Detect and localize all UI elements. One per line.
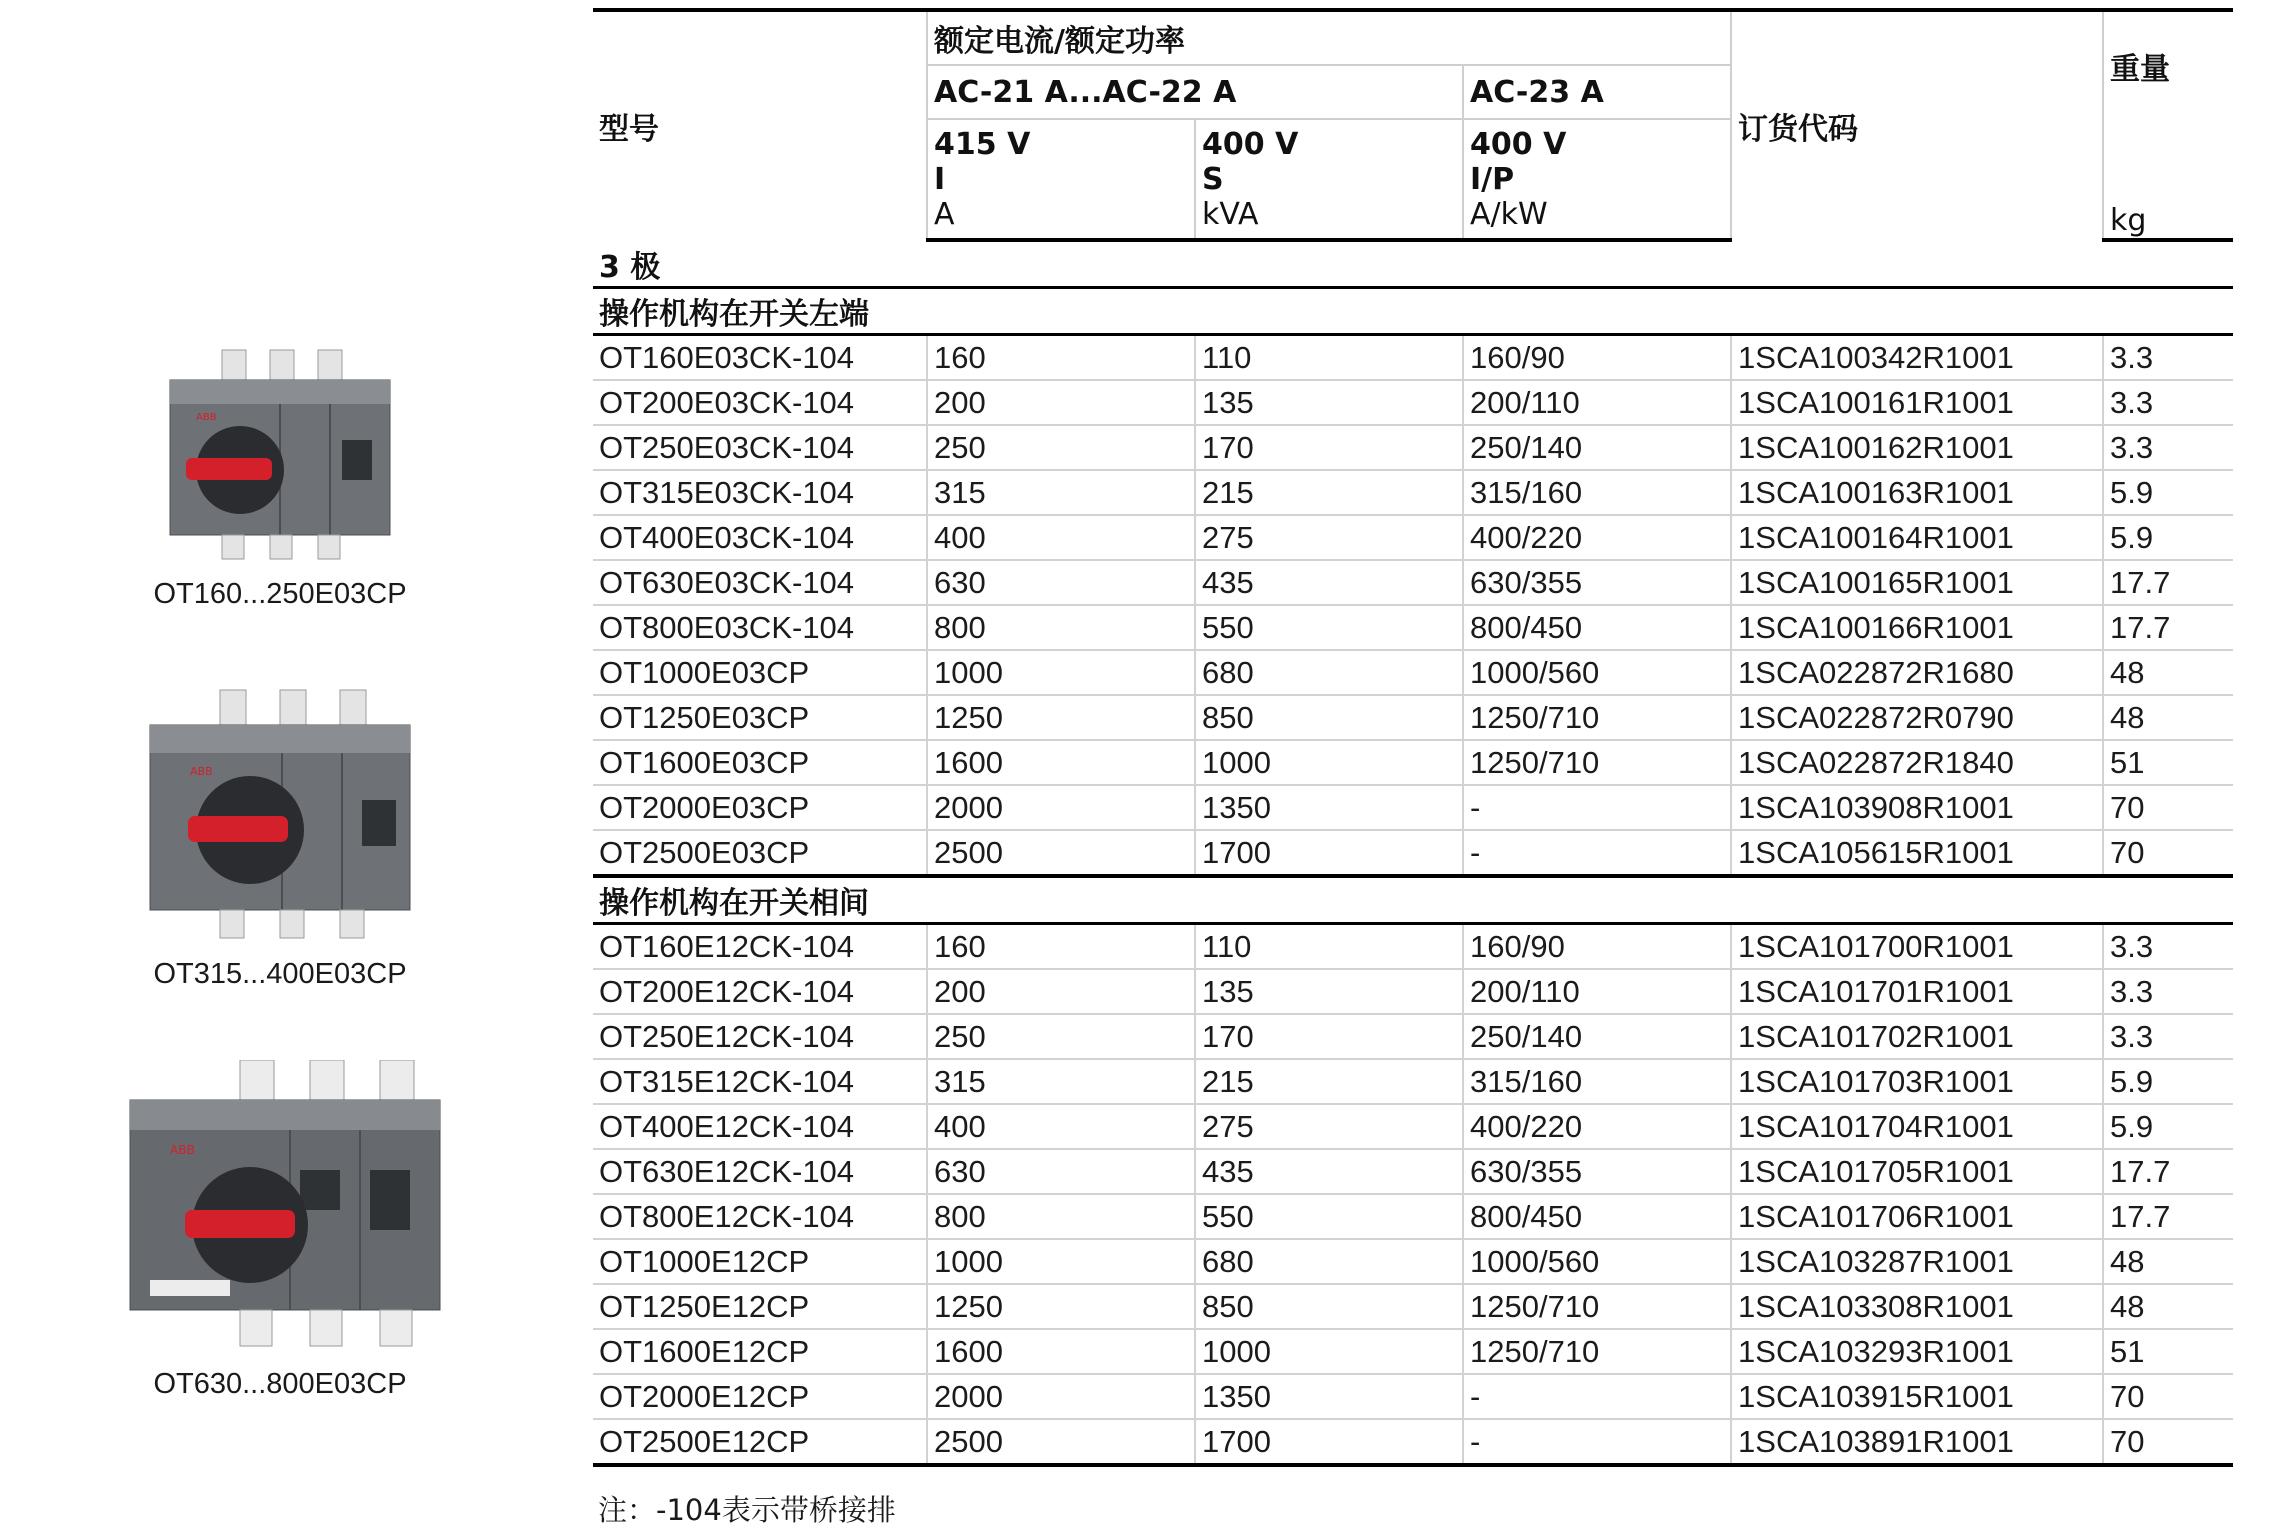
product-figure-small bbox=[60, 330, 500, 611]
header-col-ip-voltage: 400 V bbox=[1470, 126, 1567, 162]
power-cell: 215 bbox=[1195, 1059, 1463, 1104]
power-cell: 1700 bbox=[1195, 1419, 1463, 1465]
weight-cell: 5.9 bbox=[2103, 515, 2233, 560]
power-cell: 170 bbox=[1195, 1014, 1463, 1059]
model-cell: OT1250E03CP bbox=[593, 695, 927, 740]
header-col-power-unit: kVA bbox=[1202, 196, 1259, 232]
power-cell: 680 bbox=[1195, 650, 1463, 695]
model-cell: OT2500E03CP bbox=[593, 830, 927, 876]
table-row bbox=[593, 335, 2233, 381]
header-order-code bbox=[1731, 10, 2103, 240]
current-cell: 1600 bbox=[927, 1329, 1195, 1374]
order-code-cell: 1SCA101704R1001 bbox=[1731, 1104, 2103, 1149]
model-cell: OT400E12CK-104 bbox=[593, 1104, 927, 1149]
ip-cell: 200/110 bbox=[1463, 380, 1731, 425]
header-rated: 额定电流/额定功率 bbox=[927, 10, 1731, 65]
header-col-ip-symbol: I/P bbox=[1470, 161, 1515, 197]
ip-cell: 630/355 bbox=[1463, 1149, 1731, 1194]
power-cell: 850 bbox=[1195, 695, 1463, 740]
model-cell: OT250E03CK-104 bbox=[593, 425, 927, 470]
ip-cell: 1000/560 bbox=[1463, 650, 1731, 695]
ip-cell: - bbox=[1463, 1419, 1731, 1465]
ip-cell: 800/450 bbox=[1463, 605, 1731, 650]
order-code-cell: 1SCA103915R1001 bbox=[1731, 1374, 2103, 1419]
weight-cell: 17.7 bbox=[2103, 560, 2233, 605]
model-cell: OT1600E12CP bbox=[593, 1329, 927, 1374]
header-col-current-voltage: 415 V bbox=[934, 126, 1031, 162]
order-code-cell: 1SCA100164R1001 bbox=[1731, 515, 2103, 560]
header-ac21: AC-21 A...AC-22 A bbox=[927, 65, 1463, 119]
power-cell: 135 bbox=[1195, 380, 1463, 425]
current-cell: 2500 bbox=[927, 1419, 1195, 1465]
product-figure-large bbox=[60, 1060, 500, 1401]
table-body bbox=[593, 240, 2233, 1465]
weight-cell: 3.3 bbox=[2103, 425, 2233, 470]
model-cell: OT1250E12CP bbox=[593, 1284, 927, 1329]
ip-cell: 1250/710 bbox=[1463, 1329, 1731, 1374]
table-row bbox=[593, 740, 2233, 785]
ip-cell: 1250/710 bbox=[1463, 695, 1731, 740]
switch-disconnector-large-icon bbox=[90, 1060, 470, 1360]
model-cell: OT315E12CK-104 bbox=[593, 1059, 927, 1104]
model-cell: OT630E12CK-104 bbox=[593, 1149, 927, 1194]
power-cell: 1350 bbox=[1195, 1374, 1463, 1419]
table-row bbox=[593, 785, 2233, 830]
table-row bbox=[593, 470, 2233, 515]
table-row bbox=[593, 560, 2233, 605]
ip-cell: 200/110 bbox=[1463, 969, 1731, 1014]
model-cell: OT160E12CK-104 bbox=[593, 924, 927, 970]
ip-cell: - bbox=[1463, 830, 1731, 876]
model-cell: OT160E03CK-104 bbox=[593, 335, 927, 381]
order-code-cell: 1SCA100166R1001 bbox=[1731, 605, 2103, 650]
ip-cell: 250/140 bbox=[1463, 1014, 1731, 1059]
power-cell: 135 bbox=[1195, 969, 1463, 1014]
header-weight: 重量 bbox=[2103, 10, 2233, 119]
table-row bbox=[593, 1149, 2233, 1194]
power-cell: 1700 bbox=[1195, 830, 1463, 876]
weight-cell: 70 bbox=[2103, 1419, 2233, 1465]
current-cell: 1250 bbox=[927, 1284, 1195, 1329]
table-row bbox=[593, 1239, 2233, 1284]
table-row bbox=[593, 1014, 2233, 1059]
header-weight-unit: kg bbox=[2103, 119, 2233, 240]
order-code-cell: 1SCA100162R1001 bbox=[1731, 425, 2103, 470]
ip-cell: 250/140 bbox=[1463, 425, 1731, 470]
group-title: 操作机构在开关左端 bbox=[593, 288, 2233, 335]
power-cell: 435 bbox=[1195, 560, 1463, 605]
weight-cell: 5.9 bbox=[2103, 470, 2233, 515]
weight-cell: 5.9 bbox=[2103, 1104, 2233, 1149]
order-code-cell: 1SCA101705R1001 bbox=[1731, 1149, 2103, 1194]
ip-cell: 800/450 bbox=[1463, 1194, 1731, 1239]
header-ac23: AC-23 A bbox=[1463, 65, 1731, 119]
current-cell: 200 bbox=[927, 380, 1195, 425]
table-row bbox=[593, 695, 2233, 740]
order-code-cell: 1SCA101700R1001 bbox=[1731, 924, 2103, 970]
ip-cell: 1000/560 bbox=[1463, 1239, 1731, 1284]
power-cell: 170 bbox=[1195, 425, 1463, 470]
weight-cell: 70 bbox=[2103, 785, 2233, 830]
model-cell: OT2000E12CP bbox=[593, 1374, 927, 1419]
power-cell: 275 bbox=[1195, 1104, 1463, 1149]
group-title: 操作机构在开关相间 bbox=[593, 876, 2233, 924]
table-row bbox=[593, 515, 2233, 560]
table-row bbox=[593, 1104, 2233, 1149]
order-code-cell: 1SCA103908R1001 bbox=[1731, 785, 2103, 830]
power-cell: 1000 bbox=[1195, 1329, 1463, 1374]
current-cell: 630 bbox=[927, 1149, 1195, 1194]
weight-cell: 3.3 bbox=[2103, 380, 2233, 425]
power-cell: 680 bbox=[1195, 1239, 1463, 1284]
header-col-ip bbox=[1463, 119, 1731, 240]
model-cell: OT2000E03CP bbox=[593, 785, 927, 830]
current-cell: 400 bbox=[927, 1104, 1195, 1149]
power-cell: 110 bbox=[1195, 335, 1463, 381]
switch-disconnector-medium-icon bbox=[110, 680, 450, 950]
model-cell: OT200E12CK-104 bbox=[593, 969, 927, 1014]
footnote: 注：-104表示带桥接排 bbox=[598, 1493, 896, 1527]
ip-cell: 400/220 bbox=[1463, 515, 1731, 560]
weight-cell: 5.9 bbox=[2103, 1059, 2233, 1104]
table-row bbox=[593, 969, 2233, 1014]
current-cell: 200 bbox=[927, 969, 1195, 1014]
power-cell: 1350 bbox=[1195, 785, 1463, 830]
spec-table bbox=[593, 8, 2233, 1467]
weight-cell: 17.7 bbox=[2103, 1149, 2233, 1194]
current-cell: 250 bbox=[927, 1014, 1195, 1059]
order-code-cell: 1SCA101703R1001 bbox=[1731, 1059, 2103, 1104]
table-row bbox=[593, 830, 2233, 876]
current-cell: 315 bbox=[927, 1059, 1195, 1104]
order-code-cell: 1SCA100165R1001 bbox=[1731, 560, 2103, 605]
header-col-ip-unit: A/kW bbox=[1470, 196, 1548, 232]
current-cell: 2000 bbox=[927, 1374, 1195, 1419]
current-cell: 800 bbox=[927, 605, 1195, 650]
order-code-cell: 1SCA105615R1001 bbox=[1731, 830, 2103, 876]
weight-cell: 70 bbox=[2103, 830, 2233, 876]
ip-cell: 1250/710 bbox=[1463, 1284, 1731, 1329]
weight-cell: 3.3 bbox=[2103, 335, 2233, 381]
table-row bbox=[593, 1419, 2233, 1465]
current-cell: 800 bbox=[927, 1194, 1195, 1239]
weight-cell: 48 bbox=[2103, 1284, 2233, 1329]
model-cell: OT1600E03CP bbox=[593, 740, 927, 785]
order-code-cell: 1SCA022872R1680 bbox=[1731, 650, 2103, 695]
table-row bbox=[593, 380, 2233, 425]
power-cell: 435 bbox=[1195, 1149, 1463, 1194]
order-code-cell: 1SCA103293R1001 bbox=[1731, 1329, 2103, 1374]
ip-cell: - bbox=[1463, 785, 1731, 830]
product-figure-medium bbox=[60, 680, 500, 991]
current-cell: 400 bbox=[927, 515, 1195, 560]
weight-cell: 17.7 bbox=[2103, 1194, 2233, 1239]
product-caption: OT160...250E03CP bbox=[153, 578, 407, 610]
abb-logo: ABB bbox=[170, 1143, 195, 1157]
model-cell: OT800E03CK-104 bbox=[593, 605, 927, 650]
current-cell: 630 bbox=[927, 560, 1195, 605]
power-cell: 850 bbox=[1195, 1284, 1463, 1329]
power-cell: 550 bbox=[1195, 1194, 1463, 1239]
weight-cell: 70 bbox=[2103, 1374, 2233, 1419]
model-cell: OT315E03CK-104 bbox=[593, 470, 927, 515]
model-cell: OT1000E03CP bbox=[593, 650, 927, 695]
current-cell: 160 bbox=[927, 335, 1195, 381]
power-cell: 215 bbox=[1195, 470, 1463, 515]
weight-cell: 48 bbox=[2103, 650, 2233, 695]
model-cell: OT800E12CK-104 bbox=[593, 1194, 927, 1239]
ip-cell: 630/355 bbox=[1463, 560, 1731, 605]
current-cell: 1600 bbox=[927, 740, 1195, 785]
model-cell: OT400E03CK-104 bbox=[593, 515, 927, 560]
current-cell: 160 bbox=[927, 924, 1195, 970]
order-code-cell: 1SCA101706R1001 bbox=[1731, 1194, 2103, 1239]
table-row bbox=[593, 425, 2233, 470]
power-cell: 110 bbox=[1195, 924, 1463, 970]
table-row bbox=[593, 605, 2233, 650]
model-cell: OT200E03CK-104 bbox=[593, 380, 927, 425]
order-code-cell: 1SCA022872R0790 bbox=[1731, 695, 2103, 740]
weight-cell: 3.3 bbox=[2103, 924, 2233, 970]
current-cell: 1000 bbox=[927, 650, 1195, 695]
model-cell: OT1000E12CP bbox=[593, 1239, 927, 1284]
abb-logo: ABB bbox=[190, 765, 213, 778]
weight-cell: 3.3 bbox=[2103, 1014, 2233, 1059]
order-code-cell: 1SCA103308R1001 bbox=[1731, 1284, 2103, 1329]
header-col-power-voltage: 400 V bbox=[1202, 126, 1299, 162]
model-cell: OT2500E12CP bbox=[593, 1419, 927, 1465]
order-code-cell: 1SCA103287R1001 bbox=[1731, 1239, 2103, 1284]
ip-cell: 400/220 bbox=[1463, 1104, 1731, 1149]
table-row bbox=[593, 1284, 2233, 1329]
order-code-cell: 1SCA100163R1001 bbox=[1731, 470, 2103, 515]
table-row bbox=[593, 1059, 2233, 1104]
power-cell: 275 bbox=[1195, 515, 1463, 560]
current-cell: 1250 bbox=[927, 695, 1195, 740]
order-code-cell: 1SCA022872R1840 bbox=[1731, 740, 2103, 785]
switch-disconnector-small-icon bbox=[130, 330, 430, 570]
header-col-current-unit: A bbox=[934, 196, 955, 232]
product-caption: OT630...800E03CP bbox=[153, 1368, 407, 1400]
current-cell: 1000 bbox=[927, 1239, 1195, 1284]
weight-cell: 48 bbox=[2103, 1239, 2233, 1284]
table-row bbox=[593, 1194, 2233, 1239]
weight-cell: 51 bbox=[2103, 1329, 2233, 1374]
ip-cell: 160/90 bbox=[1463, 924, 1731, 970]
order-code-cell: 1SCA100342R1001 bbox=[1731, 335, 2103, 381]
weight-cell: 3.3 bbox=[2103, 969, 2233, 1014]
order-code-cell: 1SCA101701R1001 bbox=[1731, 969, 2103, 1014]
header-col-power bbox=[1195, 119, 1463, 240]
order-code-cell: 1SCA100161R1001 bbox=[1731, 380, 2103, 425]
ip-cell: 1250/710 bbox=[1463, 740, 1731, 785]
order-code-cell: 1SCA101702R1001 bbox=[1731, 1014, 2103, 1059]
order-code-cell: 1SCA103891R1001 bbox=[1731, 1419, 2103, 1465]
weight-cell: 51 bbox=[2103, 740, 2233, 785]
current-cell: 315 bbox=[927, 470, 1195, 515]
table-row bbox=[593, 650, 2233, 695]
abb-logo: ABB bbox=[196, 412, 217, 423]
current-cell: 250 bbox=[927, 425, 1195, 470]
table-row bbox=[593, 924, 2233, 970]
header-model-label: 型号 bbox=[599, 112, 659, 147]
header-col-current bbox=[927, 119, 1195, 240]
header-col-current-symbol: I bbox=[934, 161, 946, 197]
table-row bbox=[593, 1374, 2233, 1419]
ip-cell: 315/160 bbox=[1463, 470, 1731, 515]
weight-cell: 17.7 bbox=[2103, 605, 2233, 650]
power-cell: 1000 bbox=[1195, 740, 1463, 785]
current-cell: 2000 bbox=[927, 785, 1195, 830]
current-cell: 2500 bbox=[927, 830, 1195, 876]
ip-cell: 315/160 bbox=[1463, 1059, 1731, 1104]
header-order-code-label: 订货代码 bbox=[1738, 112, 1859, 147]
ip-cell: - bbox=[1463, 1374, 1731, 1419]
table-row bbox=[593, 1329, 2233, 1374]
header-model bbox=[593, 10, 927, 240]
model-cell: OT250E12CK-104 bbox=[593, 1014, 927, 1059]
weight-cell: 48 bbox=[2103, 695, 2233, 740]
ip-cell: 160/90 bbox=[1463, 335, 1731, 381]
header-col-power-symbol: S bbox=[1202, 161, 1224, 197]
product-caption: OT315...400E03CP bbox=[153, 958, 407, 990]
model-cell: OT630E03CK-104 bbox=[593, 560, 927, 605]
power-cell: 550 bbox=[1195, 605, 1463, 650]
poles-label: 3 极 bbox=[593, 240, 2233, 288]
